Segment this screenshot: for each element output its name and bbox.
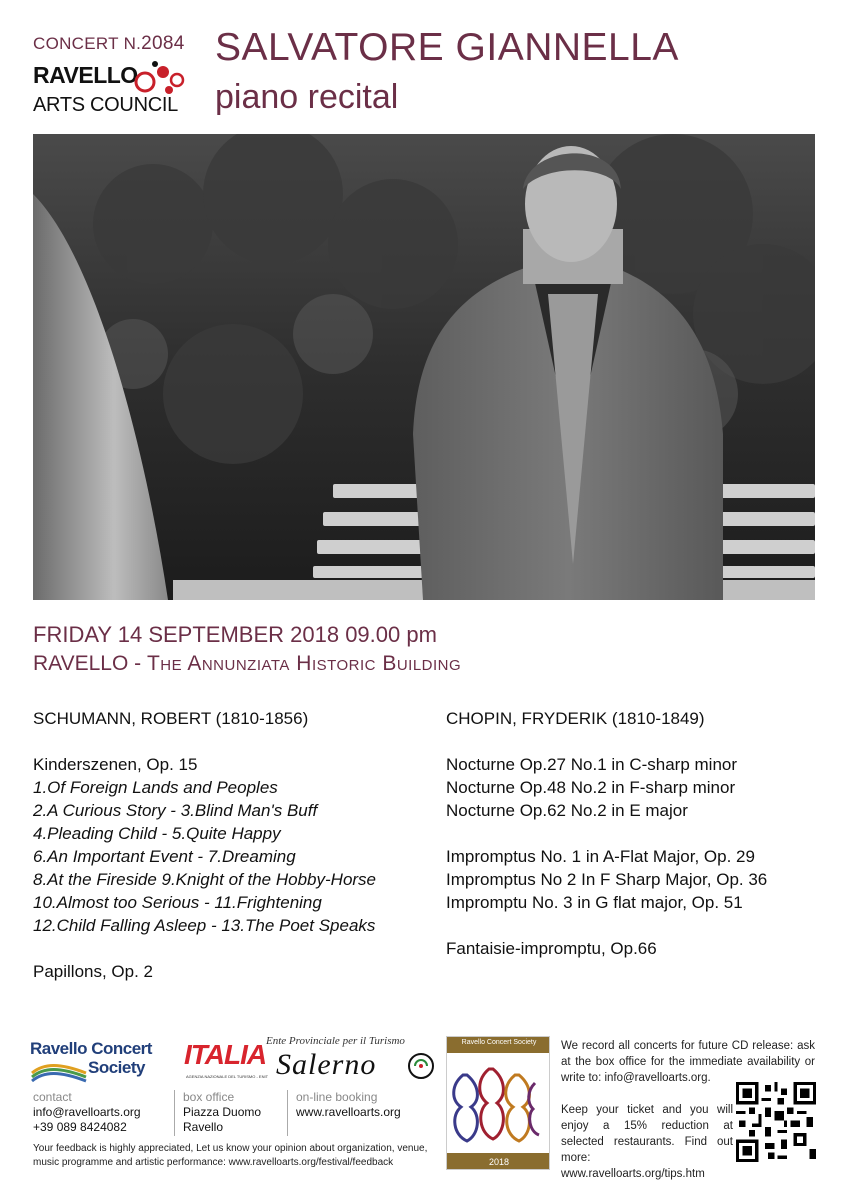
program-right-column <box>446 707 816 960</box>
cd-title: Ravello Concert Society <box>461 1039 537 1046</box>
work-kinderszenen: Kinderszenen, Op. 15 <box>33 755 198 774</box>
sponsor-logos <box>30 1035 430 1090</box>
box-office-line1: Piazza Duomo <box>183 1105 262 1119</box>
movement-item: 2.A Curious Story - 3.Blind Man's Buff <box>33 801 318 820</box>
ravello-concert-society-logo <box>30 1039 180 1089</box>
movement-item: 8.At the Fireside 9.Knight of the Hobby-Horse <box>33 870 377 889</box>
composer-schumann: SCHUMANN, ROBERT (1810-1856) <box>33 709 309 728</box>
impromptu-item: Impromptus No. 1 in A-Flat Major, Op. 29 <box>446 847 755 866</box>
box-office-line2: Ravello <box>183 1120 224 1134</box>
violin-shapes-icon <box>449 1055 549 1153</box>
nocturne-item: Nocturne Op.48 No.2 in F-sharp minor <box>446 778 736 797</box>
impromptu-item: Impromptu No. 3 in G flat major, Op. 51 <box>446 893 743 912</box>
salerno-swirl-icon <box>401 1049 441 1083</box>
contact-phone[interactable]: +39 089 8424082 <box>33 1120 127 1134</box>
italia-text: ITALIA <box>184 1039 267 1070</box>
box-office-block <box>174 1090 261 1136</box>
concert-label: CONCERT N. <box>33 34 142 53</box>
work-papillons: Papillons, Op. 2 <box>33 962 154 981</box>
movement-item: 10.Almost too Serious - 11.Frightening <box>33 893 322 912</box>
venue-city: RAVELLO - <box>33 652 147 675</box>
online-booking-block <box>287 1090 401 1136</box>
rcs-waves-icon <box>30 1061 88 1083</box>
impromptu-item: Impromptus No 2 In F Sharp Major, Op. 36 <box>446 870 768 889</box>
program-left-column <box>33 707 433 983</box>
ravello-swirl-icon <box>133 58 193 98</box>
rcs-line2: Society <box>88 1058 145 1077</box>
movement-item: 6.An Important Event - 7.Dreaming <box>33 847 296 866</box>
feedback-text: Your feedback is highly appreciated, Let us know your opinion about organization, venue, music programme and artistic performance: www.ravelloarts.org/festival/feedback <box>33 1143 428 1168</box>
logo-ravello-text: RAVELLO <box>33 62 138 88</box>
ravello-arts-council-logo <box>33 58 193 128</box>
contact-email[interactable]: info@ravelloarts.org <box>33 1105 141 1119</box>
event-date: FRIDAY 14 SEPTEMBER 2018 09.00 pm <box>33 622 437 647</box>
composer-chopin: CHOPIN, FRYDERIK (1810-1849) <box>446 709 705 728</box>
online-booking-label: on-line booking <box>296 1090 378 1104</box>
concert-number: 2084 <box>141 33 185 54</box>
contact-label: contact <box>33 1090 72 1104</box>
event-venue <box>33 652 461 676</box>
box-office-label: box office <box>183 1090 235 1104</box>
venue-name: The Annunziata Historic Building <box>146 652 462 675</box>
concert-number-label <box>33 33 185 55</box>
movement-item: 12.Child Falling Asleep - 13.The Poet Speaks <box>33 916 376 935</box>
movement-item: 4.Pleading Child - 5.Quite Happy <box>33 824 281 843</box>
artist-photo <box>33 134 815 600</box>
salerno-name: Salerno <box>276 1048 377 1081</box>
nocturne-item: Nocturne Op.27 No.1 in C-sharp minor <box>446 755 738 774</box>
artist-name: SALVATORE GIANNELLA <box>215 26 679 69</box>
recital-subtitle: piano recital <box>215 78 399 116</box>
cd-year: 2018 <box>488 1157 510 1167</box>
ticket-offer-text: Keep your ticket and you will enjoy a 15% reduction at selected restaurants. Find out more: www.ravelloarts.org/tips.htm <box>561 1104 733 1180</box>
qr-code-icon[interactable] <box>736 1082 816 1162</box>
work-fantaisie: Fantaisie-impromptu, Op.66 <box>446 939 657 958</box>
movement-item: 1.Of Foreign Lands and Peoples <box>33 778 278 797</box>
contact-block <box>33 1090 141 1135</box>
cd-release-text: We record all concerts for future CD release: ask at the box office for the immediate availability or write to: info@ravelloarts.org. <box>561 1040 815 1084</box>
online-booking-url[interactable]: www.ravelloarts.org <box>296 1105 401 1119</box>
rcs-line1: Ravello Concert <box>30 1039 152 1058</box>
salerno-tourism-logo <box>266 1035 441 1090</box>
logo-council-text: ARTS COUNCIL <box>33 94 178 116</box>
salerno-top-text: Ente Provinciale per il Turismo <box>266 1035 405 1047</box>
nocturne-item: Nocturne Op.62 No.2 in E major <box>446 801 688 820</box>
cd-cover-image <box>446 1036 550 1170</box>
italia-small-text: AGENZIA NAZIONALE DEL TURISMO - ENIT <box>186 1074 269 1079</box>
